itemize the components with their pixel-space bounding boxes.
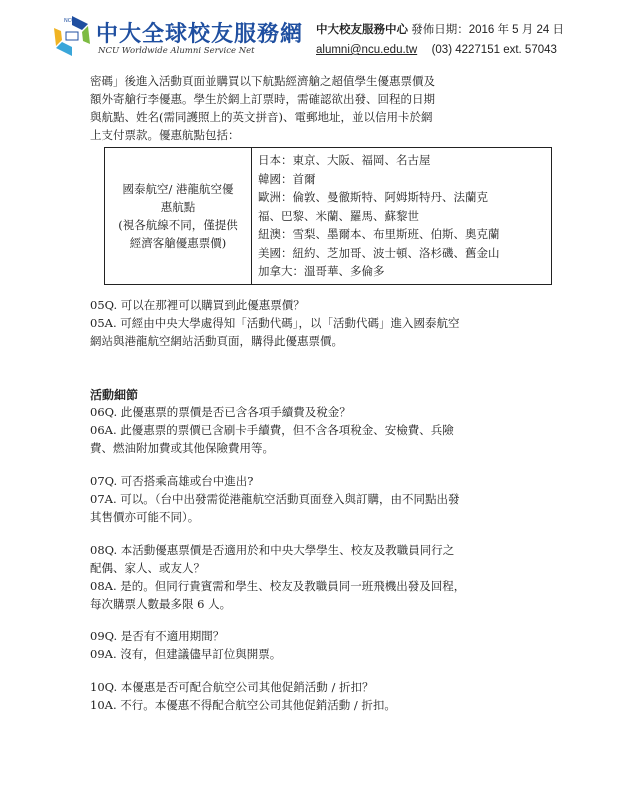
intro-line: 與航點、姓名(需同護照上的英文拼音)、電郵地址，並以信用卡於網 xyxy=(90,110,433,124)
routes-table xyxy=(104,147,552,285)
faq-05 xyxy=(90,296,560,350)
airline-line: 國泰航空/ 港龍航空優 xyxy=(122,181,234,196)
airline-line: 惠航點 xyxy=(160,199,196,214)
destination-line: 紐澳：雪梨、墨爾本、布里斯班、伯斯、奧克蘭 xyxy=(258,227,500,241)
question: 07Q. 可否搭乘高雄或台中進出? xyxy=(90,474,254,488)
destination-line: 韓國：首爾 xyxy=(258,171,316,186)
center-name: 中大校友服務中心 xyxy=(316,24,408,36)
destinations-cell xyxy=(252,148,552,285)
answer-line: 10A. 不行。本優惠不得配合航空公司其他促銷活動 / 折扣。 xyxy=(90,698,396,712)
question: 10Q. 本優惠是否可配合航空公司其他促銷活動 / 折扣？ xyxy=(90,680,374,694)
intro-line: 密碼」後進入活動頁面並購買以下航點經濟艙之超值學生優惠票價及 xyxy=(90,74,435,88)
contact-info xyxy=(316,20,606,60)
ncu-logo-icon xyxy=(52,14,92,58)
logo-title: 中大全球校友服務網 xyxy=(96,22,304,47)
answer-line: 06A. 此優惠票的票價已含刷卡手續費，但不含各項稅金、安檢費、兵險 xyxy=(90,423,454,437)
page-header xyxy=(0,0,618,68)
destination-line: 福、巴黎、米蘭、羅馬、蘇黎世 xyxy=(258,208,419,223)
question: 06Q. 此優惠票的票價是否已含各項手續費及稅金？ xyxy=(90,405,351,419)
intro-line: 上支付票款。優惠航點包括： xyxy=(90,128,240,142)
airline-line: 經濟客艙優惠票價) xyxy=(129,235,227,250)
section-title: 活動細節 xyxy=(90,388,139,402)
logo-subtitle: NCU Worldwide Alumni Service Net xyxy=(98,46,255,56)
destination-line: 加拿大：溫哥華、多倫多 xyxy=(258,264,385,278)
answer-line: 網站與港龍航空網站活動頁面，購得此優惠票價。 xyxy=(90,334,343,348)
answer-line: 費、燃油附加費或其他保險費用等。 xyxy=(90,441,274,455)
question: 05Q. 可以在那裡可以購買到此優惠票價？ xyxy=(90,298,305,312)
intro-line: 額外寄艙行李優惠。學生於網上訂票時，需確認欲出發、回程的日期 xyxy=(90,92,435,106)
airline-line: (視各航線不同，僅提供 xyxy=(118,217,238,232)
question-line-2: 配偶、家人、或友人？ xyxy=(90,561,205,575)
faq-08 xyxy=(90,541,560,613)
answer-line: 每次購票人數最多限 6 人。 xyxy=(90,597,232,611)
intro-block xyxy=(90,72,560,285)
airline-cell xyxy=(105,148,252,285)
destination-line: 日本：東京、大阪、福岡、名古屋 xyxy=(258,153,431,167)
publish-date: 發佈日期：2016 年 5 月 24 日 xyxy=(411,24,564,36)
answer-line: 其售價亦可能不同）。 xyxy=(90,510,200,524)
destination-line: 美國：紐約、芝加哥、波士頓、洛杉磯、舊金山 xyxy=(258,245,500,260)
answer-line: 08A. 是的。但同行貴賓需和學生、校友及教職員同一班飛機出發及回程， xyxy=(90,579,466,593)
answer-line: 09A. 沒有，但建議儘早訂位與開票。 xyxy=(90,647,282,661)
svg-text:NCU: NCU xyxy=(64,18,75,24)
destination-line: 歐洲：倫敦、曼徹斯特、阿姆斯特丹、法蘭克 xyxy=(258,190,488,204)
question: 08Q. 本活動優惠票價是否適用於和中央大學學生、校友及教職員同行之 xyxy=(90,543,455,557)
faq-07 xyxy=(90,472,560,526)
phone-number: (03) 4227151 ext. 57043 xyxy=(431,44,557,56)
email-link[interactable]: alumni@ncu.edu.tw xyxy=(316,44,418,56)
question: 09Q. 是否有不適用期間？ xyxy=(90,629,225,643)
faq-09 xyxy=(90,627,560,663)
answer-line: 07A. 可以。（台中出發需從港龍航空活動頁面登入與訂購，由不同點出發 xyxy=(90,492,460,506)
faq-06 xyxy=(90,403,560,457)
answer-line: 05A. 可經由中央大學處得知「活動代碼」，以「活動代碼」進入國泰航空 xyxy=(90,316,460,330)
faq-10 xyxy=(90,678,560,714)
